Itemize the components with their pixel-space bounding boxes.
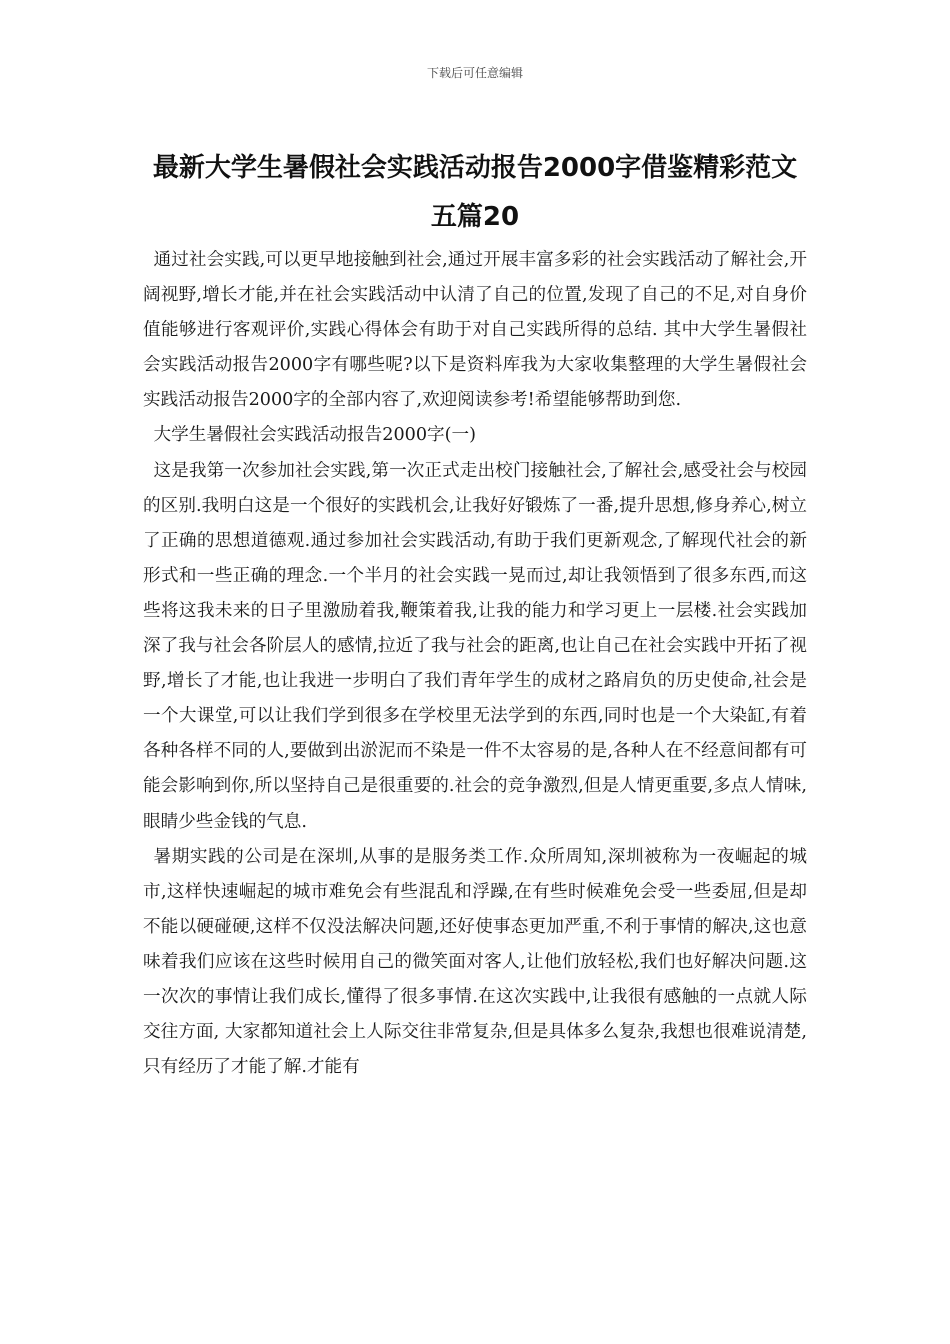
intro-paragraph: 通过社会实践,可以更早地接触到社会,通过开展丰富多彩的社会实践活动了解社会,开阔视野,增长才能,并在社会实践活动中认清了自己的位置,发现了自己的不足,对自身价值能够进行客观评价,实践心得体会有助于对自己实践所得的总结. 其中大学生暑假社会实践活动报告2000字有哪些呢?以下是资料库我为大家收集整理的大学生暑假社会实践活动报告2000字的全部内容了,欢迎阅读参考!希望能够帮助到您.	[143, 250, 807, 411]
document-body	[143, 243, 807, 1085]
section-heading: 大学生暑假社会实践活动报告2000字(一)	[153, 425, 476, 446]
body-paragraph: 暑期实践的公司是在深圳,从事的是服务类工作.众所周知,深圳被称为一夜崛起的城市,这样快速崛起的城市难免会有些混乱和浮躁,在有些时候难免会受一些委屈,但是却不能以硬碰硬,这样不仅没法解决问题,还好使事态更加严重,不利于事情的解决,这也意味着我们应该在这些时候用自己的微笑面对客人,让他们放轻松,我们也好解决问题.这一次次的事情让我们成长,懂得了很多事情.在这次实践中,让我很有感触的一点就人际交往方面, 大家都知道社会上人际交往非常复杂,但是具体多么复杂,我想也很难说清楚,只有经历了才能了解.才能有	[143, 846, 807, 1078]
document-title: 最新大学生暑假社会实践活动报告2000字借鉴精彩范文五篇20	[152, 153, 798, 232]
header-note: 下载后可任意编辑	[426, 66, 523, 80]
body-paragraph: 这是我第一次参加社会实践,第一次正式走出校门接触社会,了解社会,感受社会与校园的区别.我明白这是一个很好的实践机会,让我好好锻炼了一番,提升思想,修身养心,树立了正确的思想道德观.通过参加社会实践活动,有助于我们更新观念,了解现代社会的新形式和一些正确的理念.一个半月的社会实践一晃而过,却让我领悟到了很多东西,而这些将这我未来的日子里激励着我,鞭策着我,让我的能力和学习更上一层楼.社会实践加深了我与社会各阶层人的感情,拉近了我与社会的距离,也让自己在社会实践中开拓了视野,增长了才能,也让我进一步明白了我们青年学生的成材之路肩负的历史使命,社会是一个大课堂,可以让我们学到很多在学校里无法学到的东西,同时也是一个大染缸,有着各种各样不同的人,要做到出淤泥而不染是一件不太容易的是,各种人在不经意间都有可能会影响到你,所以坚持自己是很重要的.社会的竞争激烈,但是人情更重要,多点人情味,眼睛少些金钱的气息.	[143, 460, 807, 832]
